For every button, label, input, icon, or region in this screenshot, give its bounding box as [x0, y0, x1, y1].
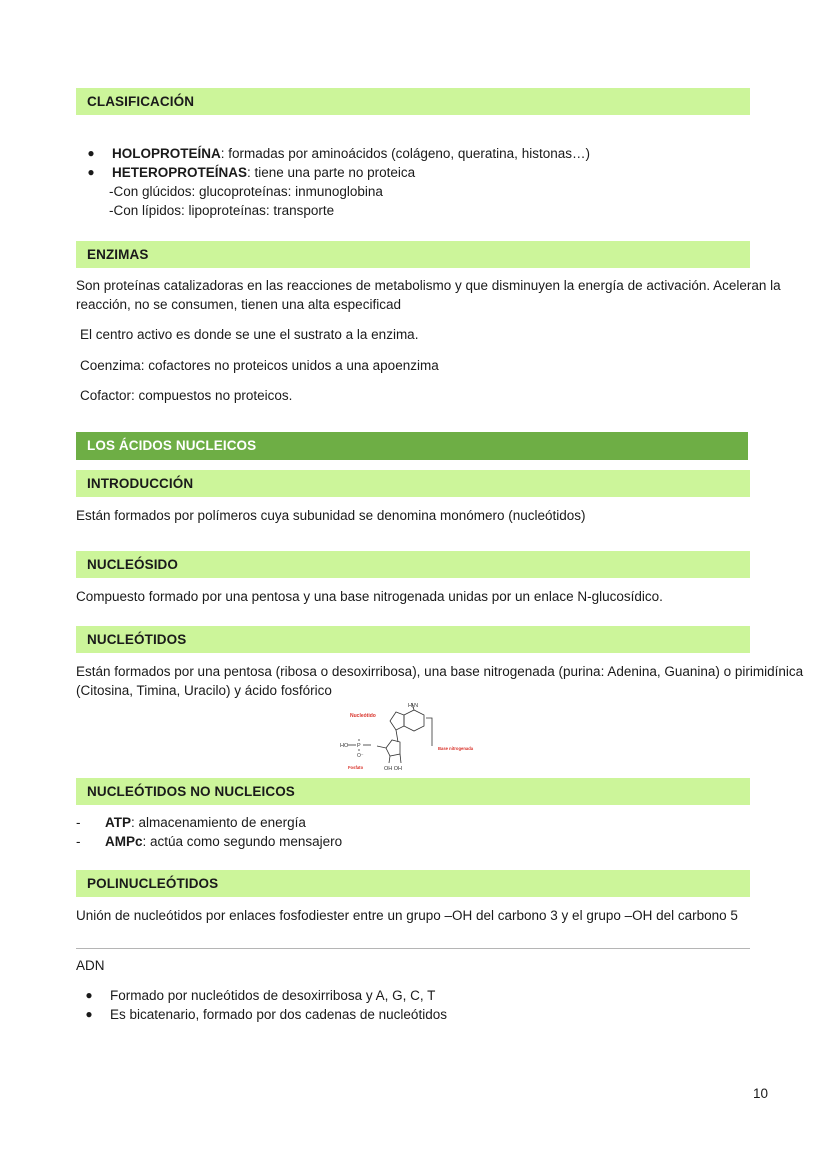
paragraph: Compuesto formado por una pentosa y una base nitrogenada unidas por un enlace N-glucosídico. [76, 589, 663, 604]
sub-item: -Con glúcidos: glucoproteínas: inmunoglobina [109, 184, 383, 199]
section-heading-nucleotidos: NUCLEÓTIDOS [76, 626, 750, 653]
page-number: 10 [753, 1086, 769, 1101]
term-description: : tiene una parte no proteica [247, 165, 416, 180]
bullet-icon: ● [87, 165, 95, 179]
section-heading-enzimas: ENZIMAS [76, 241, 750, 268]
ho-label: HO [340, 743, 349, 749]
list-item-text: Formado por nucleótidos de desoxirribosa y A, G, C, T [110, 988, 436, 1003]
list-item [84, 986, 584, 1005]
o-minus-label: O⁻ [357, 753, 364, 759]
term: AMPc [105, 834, 143, 849]
bullet-icon: ● [87, 146, 95, 160]
paragraph-line: reacción, no se consumen, tienen una alta especificad [76, 297, 401, 312]
base-nitrogenada-label: Base nitrogenada [438, 746, 474, 751]
chapter-heading-acidos-nucleicos: LOS ÁCIDOS NUCLEICOS [76, 432, 748, 460]
paragraph-line: (Citosina, Timina, Uracilo) y ácido fosfórico [76, 683, 332, 698]
list-item [84, 1005, 584, 1024]
subsection-title-adn: ADN [76, 958, 105, 973]
divider [76, 948, 750, 949]
nucleotide-structure-figure [336, 700, 482, 776]
nh2-label: H₂N [408, 703, 419, 709]
section-heading-nucleosido: NUCLEÓSIDO [76, 551, 750, 578]
list-item-text: Es bicatenario, formado por dos cadenas de nucleótidos [110, 1007, 447, 1022]
section-heading-introduccion: INTRODUCCIÓN [76, 470, 750, 497]
bullet-icon: ● [85, 988, 93, 1002]
p-label: P [357, 743, 361, 749]
paragraph: Están formados por polímeros cuya subunidad se denomina monómero (nucleótidos) [76, 508, 586, 523]
paragraph-line: Están formados por una pentosa (ribosa o desoxirribosa), una base nitrogenada (purina: Adenina, Guanina) o pirimidínica [76, 664, 804, 679]
fosfato-label: Fosfato [348, 765, 364, 770]
section-heading-no-nucleicos: NUCLEÓTIDOS NO NUCLEICOS [76, 778, 750, 805]
term-description: : formadas por aminoácidos (colágeno, queratina, histonas…) [220, 146, 590, 161]
term-description: : actúa como segundo mensajero [142, 834, 343, 849]
paragraph: Coenzima: cofactores no proteicos unidos a una apoenzima [80, 358, 439, 373]
list-item [86, 163, 686, 182]
term: HETEROPROTEÍNAS [112, 165, 248, 180]
paragraph: El centro activo es donde se une el sustrato a la enzima. [80, 327, 419, 342]
list-item: - ATP: almacenamiento de energía [76, 815, 306, 830]
list-item: - AMPc: actúa como segundo mensajero [76, 834, 343, 849]
term: HOLOPROTEÍNA [112, 146, 221, 161]
section-heading-polinucleotidos: POLINUCLEÓTIDOS [76, 870, 750, 897]
paragraph: Cofactor: compuestos no proteicos. [80, 388, 293, 403]
oh-oh-label: OH OH [384, 766, 403, 772]
section-heading-clasificacion: CLASIFICACIÓN [76, 88, 750, 115]
list-item [86, 144, 686, 163]
nucleotido-label: Nucleótido [350, 713, 376, 719]
term: ATP [105, 815, 131, 830]
bullet-icon: ● [85, 1007, 93, 1021]
sub-item: -Con lípidos: lipoproteínas: transporte [109, 203, 335, 218]
term-description: : almacenamiento de energía [131, 815, 306, 830]
paragraph-line: Son proteínas catalizadoras en las reacciones de metabolismo y que disminuyen la energía de activación. Aceleran la [76, 278, 781, 293]
paragraph: Unión de nucleótidos por enlaces fosfodiester entre un grupo –OH del carbono 3 y el grupo –OH del carbono 5 [76, 908, 738, 923]
